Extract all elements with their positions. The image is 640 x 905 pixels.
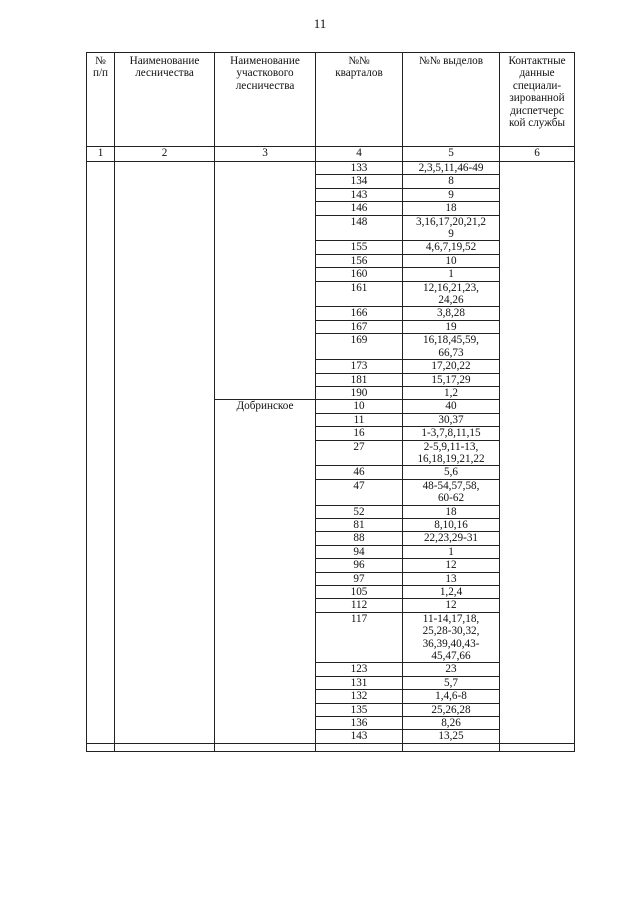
section-numbers: 23 — [403, 663, 500, 676]
section-numbers: 1-3,7,8,11,15 — [403, 427, 500, 440]
header-forestry-name: Наименование лесничества — [115, 53, 215, 147]
table-bottom-cell — [316, 743, 403, 751]
quarter-number: 46 — [316, 466, 403, 479]
section-numbers: 18 — [403, 505, 500, 518]
section-numbers: 4,6,7,19,52 — [403, 241, 500, 254]
quarter-number: 112 — [316, 599, 403, 612]
column-number: 1 — [87, 147, 115, 162]
column-numbers-row — [87, 147, 575, 162]
section-numbers: 48-54,57,58, 60-62 — [403, 479, 500, 505]
header-row-number: № п/п — [87, 53, 115, 147]
page-number: 11 — [313, 16, 327, 31]
table-header-row — [87, 53, 575, 147]
section-numbers: 8,10,16 — [403, 518, 500, 531]
quarter-number: 52 — [316, 505, 403, 518]
quarter-number: 94 — [316, 545, 403, 558]
quarter-number: 143 — [316, 730, 403, 743]
section-numbers: 18 — [403, 202, 500, 215]
quarter-number: 134 — [316, 175, 403, 188]
quarter-number: 146 — [316, 202, 403, 215]
quarter-number: 143 — [316, 188, 403, 201]
section-numbers: 12 — [403, 559, 500, 572]
quarter-number: 161 — [316, 281, 403, 307]
quarter-number: 148 — [316, 215, 403, 241]
quarter-number: 136 — [316, 717, 403, 730]
section-numbers: 16,18,45,59, 66,73 — [403, 334, 500, 360]
section-numbers: 1,2 — [403, 386, 500, 399]
quarter-number: 96 — [316, 559, 403, 572]
section-numbers: 1,2,4 — [403, 586, 500, 599]
header-district-name: Наименование участкового лесничества — [215, 53, 316, 147]
header-dispatch-contacts: Контактные данные специали- зированной диспетчерс кой службы — [500, 53, 575, 147]
quarter-number: 123 — [316, 663, 403, 676]
table-bottom-cell — [403, 743, 500, 751]
quarter-number: 181 — [316, 373, 403, 386]
section-numbers: 3,8,28 — [403, 307, 500, 320]
header-quarter-numbers: №№ кварталов — [316, 53, 403, 147]
table-row — [87, 162, 575, 175]
column-number: 6 — [500, 147, 575, 162]
section-numbers: 5,7 — [403, 676, 500, 689]
section-numbers: 3,16,17,20,21,2 9 — [403, 215, 500, 241]
quarter-number: 10 — [316, 400, 403, 413]
column-number: 2 — [115, 147, 215, 162]
section-numbers: 8,26 — [403, 717, 500, 730]
quarter-number: 117 — [316, 612, 403, 663]
quarter-number: 27 — [316, 440, 403, 466]
column-number: 4 — [316, 147, 403, 162]
column-number: 3 — [215, 147, 316, 162]
forestry-districts-table — [86, 52, 575, 752]
quarter-number: 132 — [316, 690, 403, 703]
column-number: 5 — [403, 147, 500, 162]
table-bottom-cell — [115, 743, 215, 751]
section-numbers: 19 — [403, 320, 500, 333]
section-numbers: 2-5,9,11-13, 16,18,19,21,22 — [403, 440, 500, 466]
quarter-number: 11 — [316, 413, 403, 426]
section-numbers: 13 — [403, 572, 500, 585]
quarter-number: 173 — [316, 360, 403, 373]
section-numbers: 12,16,21,23, 24,26 — [403, 281, 500, 307]
section-numbers: 2,3,5,11,46-49 — [403, 162, 500, 175]
quarter-number: 16 — [316, 427, 403, 440]
quarter-number: 167 — [316, 320, 403, 333]
section-numbers: 5,6 — [403, 466, 500, 479]
section-numbers: 22,23,29-31 — [403, 532, 500, 545]
quarter-number: 131 — [316, 676, 403, 689]
section-numbers: 12 — [403, 599, 500, 612]
quarter-number: 133 — [316, 162, 403, 175]
section-numbers: 15,17,29 — [403, 373, 500, 386]
section-numbers: 1 — [403, 268, 500, 281]
quarter-number: 169 — [316, 334, 403, 360]
table-bottom-cell — [87, 743, 115, 751]
quarter-number: 190 — [316, 386, 403, 399]
forestry-name-cell — [115, 162, 215, 744]
row-number-cell — [87, 162, 115, 744]
quarter-number: 88 — [316, 532, 403, 545]
quarter-number: 155 — [316, 241, 403, 254]
quarter-number: 81 — [316, 518, 403, 531]
quarter-number: 135 — [316, 703, 403, 716]
section-numbers: 11-14,17,18, 25,28-30,32, 36,39,40,43- 45,47,66 — [403, 612, 500, 663]
section-numbers: 40 — [403, 400, 500, 413]
quarter-number: 156 — [316, 254, 403, 267]
district-name: Добринское — [215, 400, 316, 744]
quarter-number: 97 — [316, 572, 403, 585]
dispatch-contacts-cell — [500, 162, 575, 744]
section-numbers: 25,26,28 — [403, 703, 500, 716]
section-numbers: 10 — [403, 254, 500, 267]
quarter-number: 160 — [316, 268, 403, 281]
section-numbers: 9 — [403, 188, 500, 201]
table-bottom-cell — [215, 743, 316, 751]
section-numbers: 8 — [403, 175, 500, 188]
quarter-number: 47 — [316, 479, 403, 505]
section-numbers: 13,25 — [403, 730, 500, 743]
table-bottom-row — [87, 743, 575, 751]
table-bottom-cell — [500, 743, 575, 751]
header-section-numbers: №№ выделов — [403, 53, 500, 147]
section-numbers: 17,20,22 — [403, 360, 500, 373]
quarter-number: 105 — [316, 586, 403, 599]
section-numbers: 1 — [403, 545, 500, 558]
quarter-number: 166 — [316, 307, 403, 320]
section-numbers: 30,37 — [403, 413, 500, 426]
section-numbers: 1,4,6-8 — [403, 690, 500, 703]
district-cell-empty — [215, 162, 316, 400]
